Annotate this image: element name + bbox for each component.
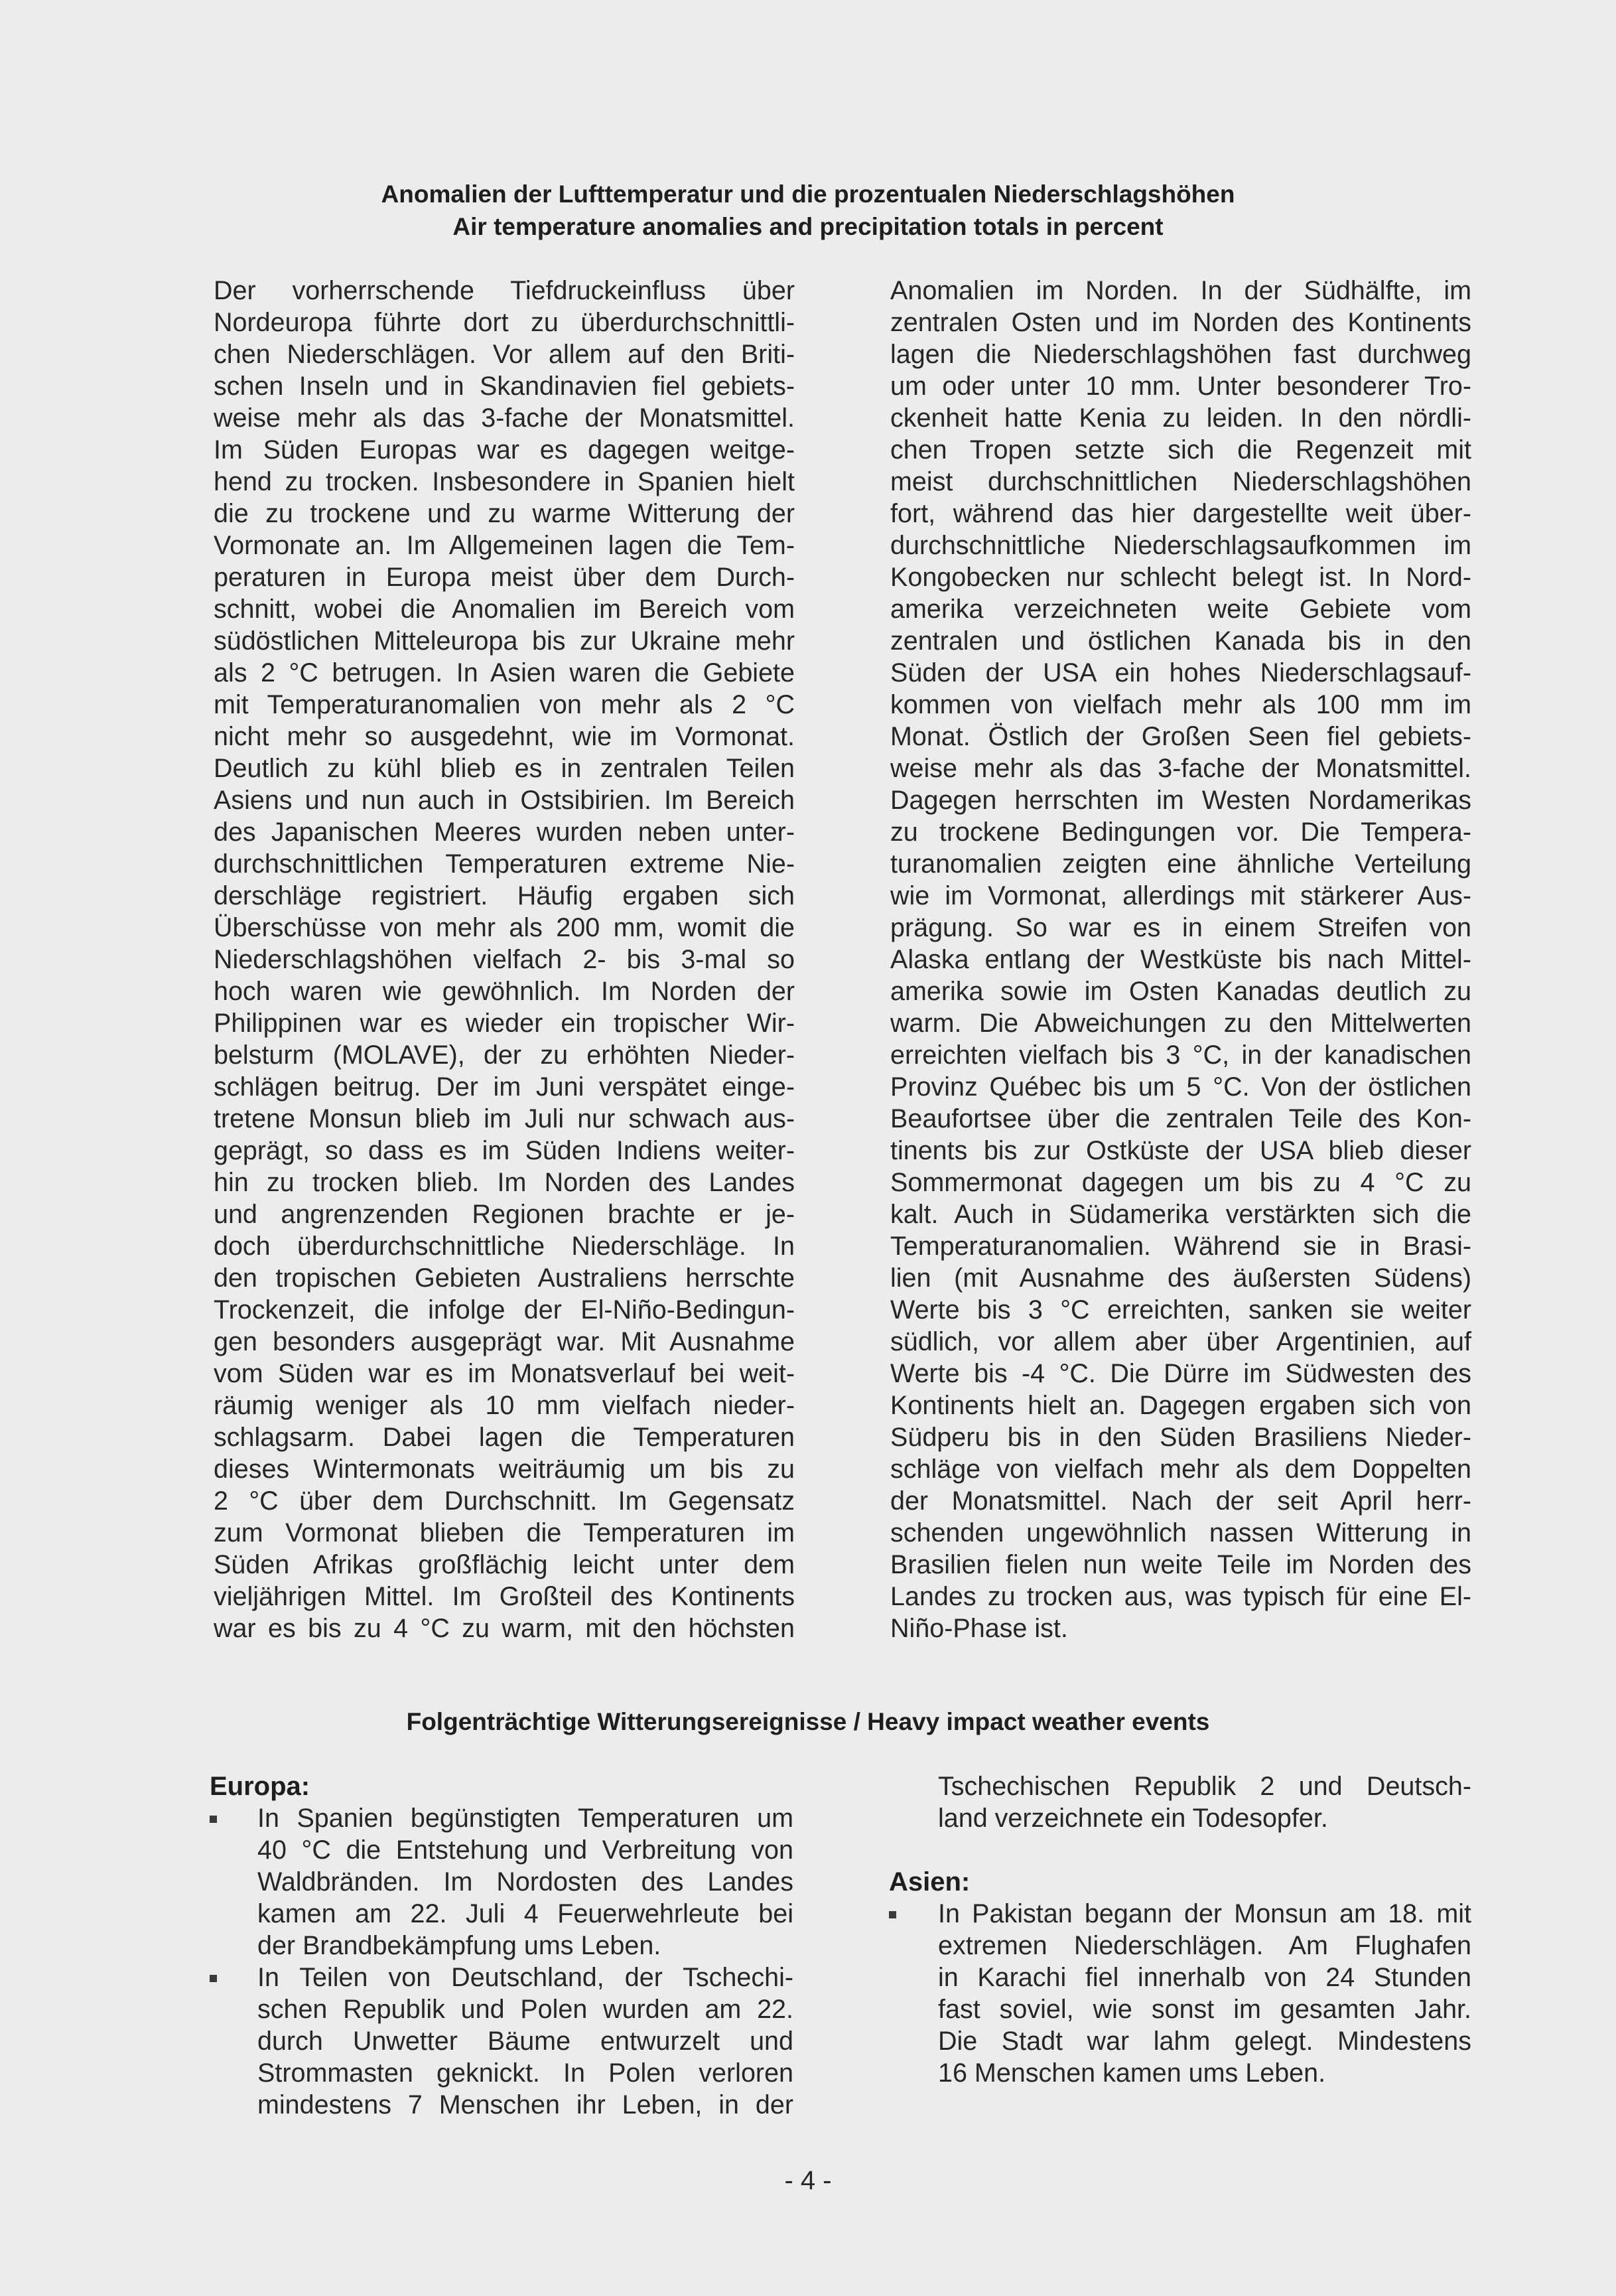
text-line: schläge von vielfach mehr als dem Doppelten <box>890 1455 1471 1484</box>
text-line: chen Tropen setzte sich die Regenzeit mit <box>890 435 1471 465</box>
text-line: weise mehr als das 3-fache der Monatsmittel. <box>214 403 795 433</box>
text-line: und angrenzenden Regionen brachte er je- <box>214 1200 795 1229</box>
bullet-marker <box>889 1911 896 1918</box>
asia-section <box>889 1866 1473 1898</box>
bullet-marker <box>210 1975 217 1982</box>
europe-bullet-2-text <box>257 1962 793 2121</box>
page-number: - 4 - <box>784 2166 832 2195</box>
text-line: turanomalien zeigten eine ähnliche Verteilung <box>890 849 1471 879</box>
text-line: vom Süden war es im Monatsverlauf bei weit- <box>214 1359 795 1388</box>
text-line: weise mehr als das 3-fache der Monatsmittel. <box>890 754 1471 783</box>
text-line: tretene Monsun blieb im Juli nur schwach aus- <box>214 1104 795 1133</box>
anomalies-left-column <box>214 275 795 1644</box>
text-line: ckenheit hatte Kenia zu leiden. In den nördli- <box>890 403 1471 433</box>
text-line: In Pakistan begann der Monsun am 18. mit <box>938 1899 1471 1928</box>
events-title: Folgenträchtige Witterungsereignisse / Heavy impact weather events <box>406 1708 1210 1735</box>
text-line: 16 Menschen kamen ums Leben. <box>938 2058 1326 2088</box>
text-line: Sommermonat dagegen um bis zu 4 °C zu <box>890 1168 1471 1197</box>
text-line: Philippinen war es wieder ein tropischer Wir- <box>214 1009 795 1038</box>
text-line: vieljährigen Mittel. Im Großteil des Kontinents <box>214 1582 795 1611</box>
europe-bullet-1 <box>210 1802 793 1962</box>
text-line: mindestens 7 Menschen ihr Leben, in der <box>257 2090 793 2119</box>
text-line: Temperaturanomalien. Während sie in Brasi- <box>890 1232 1471 1261</box>
text-line: schen Inseln und in Skandinavien fiel gebiets- <box>214 372 795 401</box>
asia-bullet-1-text <box>938 1898 1471 2089</box>
text-line: Nordeuropa führte dort zu überdurchschnittli- <box>214 308 795 337</box>
text-line: extremen Niederschlägen. Am Flughafen <box>938 1931 1471 1960</box>
text-line: schnitt, wobei die Anomalien im Bereich vom <box>214 595 795 624</box>
text-line: Südperu bis in den Süden Brasiliens Nieder- <box>890 1423 1471 1452</box>
text-line: tinents bis zur Ostküste der USA blieb dieser <box>890 1136 1471 1165</box>
text-line: zentralen und östlichen Kanada bis in den <box>890 626 1471 656</box>
text-line: in Karachi fiel innerhalb von 24 Stunden <box>938 1963 1471 1992</box>
text-line: gen besonders ausgeprägt war. Mit Ausnahme <box>214 1327 795 1356</box>
text-line: Deutlich zu kühl blieb es in zentralen Teilen <box>214 754 795 783</box>
text-line: südlich, vor allem aber über Argentinien, auf <box>890 1327 1471 1356</box>
text-line: land verzeichnete ein Todesopfer. <box>938 1804 1328 1833</box>
text-line: durchschnittlichen Temperaturen extreme Nie- <box>214 849 795 879</box>
text-line: schlagsarm. Dabei lagen die Temperaturen <box>214 1423 795 1452</box>
text-line: 40 °C die Entstehung und Verbreitung von <box>257 1835 793 1865</box>
title-german: Anomalien der Lufttemperatur und die prozentualen Niederschlagshöhen <box>381 180 1235 208</box>
text-line: Niederschlagshöhen vielfach 2- bis 3-mal so <box>214 945 795 974</box>
text-line: der Brandbekämpfung ums Leben. <box>257 1931 661 1960</box>
europe-bullet-2 <box>210 1962 793 2121</box>
text-line: Anomalien im Norden. In der Südhälfte, im <box>890 276 1471 305</box>
bullet-marker <box>210 1816 217 1823</box>
text-line: meist durchschnittlichen Niederschlagshöhen <box>890 467 1471 496</box>
text-line: In Teilen von Deutschland, der Tschechi- <box>257 1963 793 1992</box>
text-line: Kontinents hielt an. Dagegen ergaben sich von <box>890 1391 1471 1420</box>
text-line: derschläge registriert. Häufig ergaben sich <box>214 881 795 910</box>
text-line: hend zu trocken. Insbesondere in Spanien hielt <box>214 467 795 496</box>
europe-bullet-2-continuation <box>938 1770 1471 1834</box>
asia-bullet-1 <box>889 1898 1473 2090</box>
text-line: zentralen Osten und im Norden des Kontinents <box>890 308 1471 337</box>
text-line: südöstlichen Mitteleuropa bis zur Ukraine mehr <box>214 626 795 656</box>
text-line: In Spanien begünstigten Temperaturen um <box>257 1804 793 1833</box>
text-line: Vormonate an. Im Allgemeinen lagen die Tem- <box>214 531 795 560</box>
europe-bullet-1-text <box>257 1802 793 1962</box>
region-heading-europe: Europa: <box>210 1772 310 1801</box>
text-line: zum Vormonat blieben die Temperaturen im <box>214 1518 795 1547</box>
text-line: prägung. So war es in einem Streifen von <box>890 913 1471 942</box>
text-line: peraturen in Europa meist über dem Durch- <box>214 563 795 592</box>
text-line: Asiens und nun auch in Ostsibirien. Im Bereich <box>214 786 795 815</box>
text-line: den tropischen Gebieten Australiens herrschte <box>214 1263 795 1293</box>
text-line: Die Stadt war lahm gelegt. Mindestens <box>938 2027 1471 2056</box>
text-line: fast soviel, wie sonst im gesamten Jahr. <box>938 1995 1471 2024</box>
text-line: Niño-Phase ist. <box>890 1614 1068 1643</box>
text-line: durchschnittliche Niederschlagsaufkommen im <box>890 531 1471 560</box>
text-line: belsturm (MOLAVE), der zu erhöhten Nieder- <box>214 1040 795 1070</box>
text-line: doch überdurchschnittliche Niederschläge. In <box>214 1232 795 1261</box>
text-line: kamen am 22. Juli 4 Feuerwehrleute bei <box>257 1899 793 1928</box>
text-line: Dagegen herrschten im Westen Nordamerikas <box>890 786 1471 815</box>
text-line: Provinz Québec bis um 5 °C. Von der östlichen <box>890 1072 1471 1102</box>
text-line: kalt. Auch in Südamerika verstärkten sich die <box>890 1200 1471 1229</box>
text-line: nicht mehr so ausgedehnt, wie im Vormonat. <box>214 722 795 751</box>
text-line: Im Süden Europas war es dagegen weitge- <box>214 435 795 465</box>
text-line: des Japanischen Meeres wurden neben unter- <box>214 818 795 847</box>
text-line: Kongobecken nur schlecht belegt ist. In Nord- <box>890 563 1471 592</box>
text-line: durch Unwetter Bäume entwurzelt und <box>257 2027 793 2056</box>
text-line: lagen die Niederschlagshöhen fast durchweg <box>890 340 1471 369</box>
text-line: hoch waren wie gewöhnlich. Im Norden der <box>214 977 795 1006</box>
text-line: räumig weniger als 10 mm vielfach nieder- <box>214 1391 795 1420</box>
title-english: Air temperature anomalies and precipitation totals in percent <box>452 213 1164 240</box>
text-line: dieses Wintermonats weiträumig um bis zu <box>214 1455 795 1484</box>
text-line: wie im Vormonat, allerdings mit stärkerer Aus- <box>890 881 1471 910</box>
text-line: 2 °C über dem Durchschnitt. Im Gegensatz <box>214 1486 795 1516</box>
text-line: Werte bis -4 °C. Die Dürre im Südwesten des <box>890 1359 1471 1388</box>
europe-section <box>210 1770 793 1802</box>
text-line: als 2 °C betrugen. In Asien waren die Gebiete <box>214 658 795 687</box>
text-line: Alaska entlang der Westküste bis nach Mittel- <box>890 945 1471 974</box>
text-line: die zu trockene und zu warme Witterung der <box>214 499 795 528</box>
text-line: warm. Die Abweichungen zu den Mittelwerten <box>890 1009 1471 1038</box>
text-line: erreichten vielfach bis 3 °C, in der kanadischen <box>890 1040 1471 1070</box>
text-line: Überschüsse von mehr als 200 mm, womit die <box>214 913 795 942</box>
text-line: Werte bis 3 °C erreichten, sanken sie weiter <box>890 1295 1471 1325</box>
text-line: Monat. Östlich der Großen Seen fiel gebiets- <box>890 722 1471 751</box>
text-line: schlägen beitrug. Der im Juni verspätet einge- <box>214 1072 795 1102</box>
anomalies-right-column <box>890 275 1471 1644</box>
text-line: Trockenzeit, die infolge der El-Niño-Bedingun- <box>214 1295 795 1325</box>
text-line: Süden Afrikas großflächig leicht unter dem <box>214 1550 795 1579</box>
text-line: Süden der USA ein hohes Niederschlagsauf- <box>890 658 1471 687</box>
text-line: Beaufortsee über die zentralen Teile des Kon- <box>890 1104 1471 1133</box>
text-line: schenden ungewöhnlich nassen Witterung in <box>890 1518 1471 1547</box>
text-line: der Monatsmittel. Nach der seit April herr- <box>890 1486 1471 1516</box>
text-line: Tschechischen Republik 2 und Deutsch- <box>938 1772 1471 1801</box>
text-line: Waldbränden. Im Nordosten des Landes <box>257 1867 793 1897</box>
text-line: amerika sowie im Osten Kanadas deutlich zu <box>890 977 1471 1006</box>
text-line: zu trockene Bedingungen vor. Die Tempera- <box>890 818 1471 847</box>
text-line: geprägt, so dass es im Süden Indiens weiter- <box>214 1136 795 1165</box>
text-line: fort, während das hier dargestellte weit über- <box>890 499 1471 528</box>
text-line: Der vorherrschende Tiefdruckeinfluss über <box>214 276 795 305</box>
text-line: Strommasten geknickt. In Polen verloren <box>257 2058 793 2088</box>
text-line: um oder unter 10 mm. Unter besonderer Tro- <box>890 372 1471 401</box>
text-line: mit Temperaturanomalien von mehr als 2 °C <box>214 690 795 719</box>
text-line: amerika verzeichneten weite Gebiete vom <box>890 595 1471 624</box>
text-line: schen Republik und Polen wurden am 22. <box>257 1995 793 2024</box>
region-heading-asia: Asien: <box>889 1867 971 1897</box>
text-line: Landes zu trocken aus, was typisch für eine El- <box>890 1582 1471 1611</box>
text-line: hin zu trocken blieb. Im Norden des Landes <box>214 1168 795 1197</box>
text-line: lien (mit Ausnahme des äußersten Südens) <box>890 1263 1471 1293</box>
text-line: chen Niederschlägen. Vor allem auf den Briti- <box>214 340 795 369</box>
text-line: kommen von vielfach mehr als 100 mm im <box>890 690 1471 719</box>
text-line: war es bis zu 4 °C zu warm, mit den höchsten <box>214 1614 795 1643</box>
text-line: Brasilien fielen nun weite Teile im Norden des <box>890 1550 1471 1579</box>
